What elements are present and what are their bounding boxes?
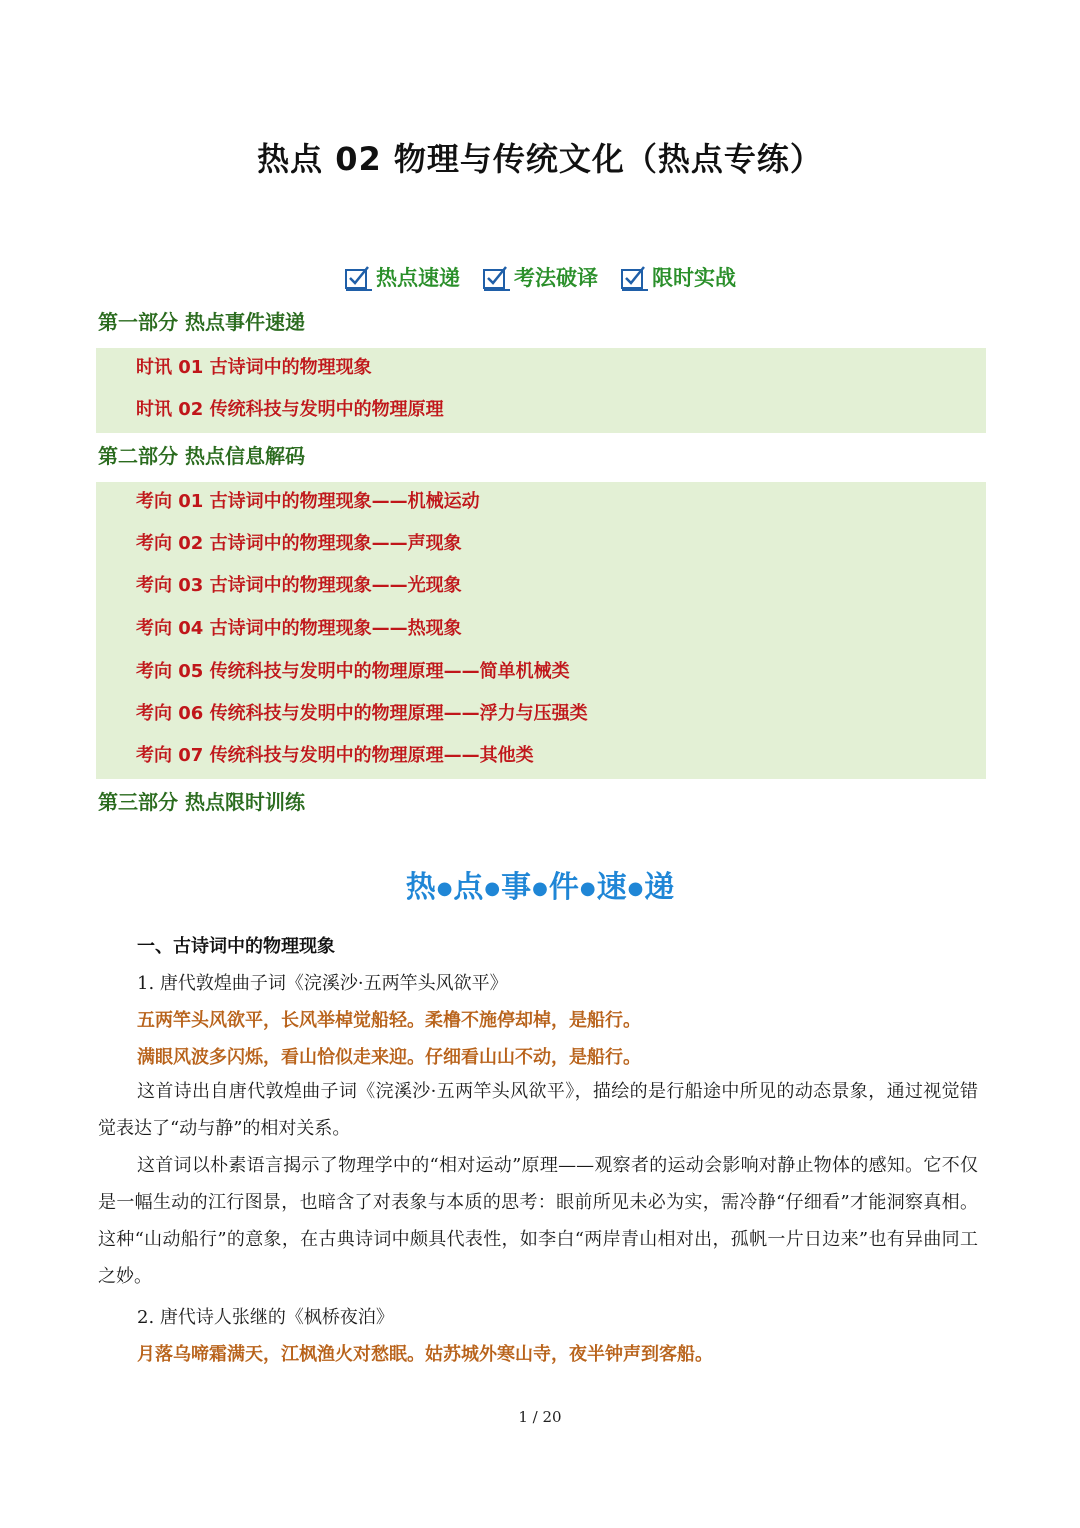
nav-method-decode[interactable] <box>482 262 598 292</box>
checkbox-check-icon <box>620 264 650 292</box>
section-title-char: 点 <box>453 870 484 905</box>
part2-item-6[interactable]: 考向 06 传统科技与发明中的物理原理——浮力与压强类 <box>136 703 588 724</box>
checkbox-check-icon <box>344 264 374 292</box>
section-title-char: 热 <box>405 870 436 905</box>
part2-heading[interactable]: 第二部分 热点信息解码 <box>98 444 305 468</box>
part2-item-5[interactable]: 考向 05 传统科技与发明中的物理原理——简单机械类 <box>136 661 570 682</box>
item1-verse-2: 满眼风波多闪烁，看山恰似走来迎。仔细看山山不动，是船行。 <box>137 1047 641 1068</box>
section-title <box>0 862 1080 906</box>
part1-box <box>96 348 986 433</box>
nav-hot-express[interactable] <box>344 262 460 292</box>
item1-verse-1: 五两竿头风欲平，长风举棹觉船轻。柔橹不施停却棹，是船行。 <box>137 1010 641 1031</box>
part2-item-3[interactable]: 考向 03 古诗词中的物理现象——光现象 <box>136 575 462 596</box>
page-number: 1 / 20 <box>518 1408 562 1426</box>
part2-item-1[interactable]: 考向 01 古诗词中的物理现象——机械运动 <box>136 491 480 512</box>
bullet-dot: ● <box>579 878 596 899</box>
part3-heading[interactable]: 第三部分 热点限时训练 <box>98 790 305 814</box>
bullet-dot: ● <box>627 878 644 899</box>
nav-label: 热点速递 <box>376 266 460 290</box>
part1-item-1[interactable]: 时讯 01 古诗词中的物理现象 <box>136 357 372 378</box>
page-title: 热点 02 物理与传统文化（热点专练） <box>257 140 823 178</box>
part2-item-4[interactable]: 考向 04 古诗词中的物理现象——热现象 <box>136 618 462 639</box>
item2-verse-1: 月落乌啼霜满天，江枫渔火对愁眠。姑苏城外寒山寺，夜半钟声到客船。 <box>137 1344 713 1365</box>
checkbox-check-icon <box>482 264 512 292</box>
section-title-char: 递 <box>644 870 675 905</box>
paragraph-1: 这首诗出自唐代敦煌曲子词《浣溪沙·五两竿头风欲平》，描绘的是行船途中所见的动态景象，通过视觉错觉表达了“动与静”的相对关系。 <box>98 1081 978 1139</box>
nav-timed-practice[interactable] <box>620 262 736 292</box>
bullet-dot: ● <box>532 878 548 899</box>
bullet-dot: ● <box>436 878 453 899</box>
subsection-heading: 一、古诗词中的物理现象 <box>137 936 335 957</box>
part1-heading[interactable]: 第一部分 热点事件速递 <box>98 310 305 334</box>
section-title-char: 件 <box>548 870 579 905</box>
part1-item-2[interactable]: 时讯 02 传统科技与发明中的物理原理 <box>136 399 444 420</box>
part2-item-2[interactable]: 考向 02 古诗词中的物理现象——声现象 <box>136 533 462 554</box>
item1-title: 1. 唐代敦煌曲子词《浣溪沙·五两竿头风欲平》 <box>137 973 508 994</box>
part2-box <box>96 482 986 779</box>
section-title-char: 速 <box>596 870 627 905</box>
bullet-dot: ● <box>484 878 501 899</box>
nav-label: 考法破译 <box>514 266 598 290</box>
nav-label: 限时实战 <box>652 266 736 290</box>
nav-row <box>0 262 1080 292</box>
paragraph-2: 这首词以朴素语言揭示了物理学中的“相对运动”原理——观察者的运动会影响对静止物体的感知。它不仅是一幅生动的江行图景，也暗含了对表象与本质的思考：眼前所见未必为实，需冷静“仔细看”才能洞察真相。这种“山动船行”的意象，在古典诗词中颇具代表性，如李白“两岸青山相对出，孤帆一片日边来”也有异曲同工之妙。 <box>98 1155 978 1287</box>
section-title-char: 事 <box>501 870 532 905</box>
item2-title: 2. 唐代诗人张继的《枫桥夜泊》 <box>137 1307 394 1328</box>
part2-item-7[interactable]: 考向 07 传统科技与发明中的物理原理——其他类 <box>136 745 534 766</box>
